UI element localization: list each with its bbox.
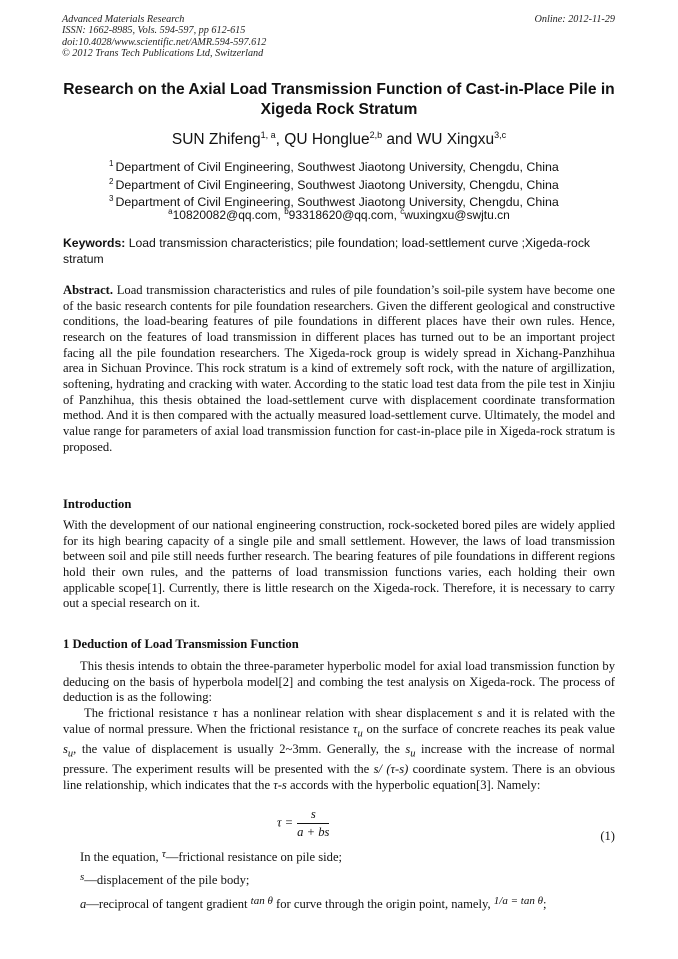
definition-s [80, 867, 620, 890]
equation-lhs: τ = [277, 815, 294, 830]
affiliation-2-num: 2 [109, 176, 114, 186]
variable-definitions [80, 844, 620, 914]
p2-tau-s: τ-s [273, 777, 287, 792]
abstract-text: Load transmission characteristics and rules of pile foundation’s soil-pile system have become one of the basic research contents for pile foundation researchers. Given the different geological and constructive conditions, the load-bearing features of pile foundations in different places have their own rules. Hence, research on the features of load transmission in different places has turned out to be an important project facing all the pile foundation researchers. The Xigeda-rock group is widely spread in Xichang-Panzhihua area in Sichuan Province. This rock stratum is a kind of extremely soft rock, with the nature of argillization, softening, hydrating and cracking with water. According to the static load test data from the pile test in Xinjiu of Panzhihua, this thesis obtained the load-settlement curve with displacement coordinate transformation method. And it is then compared with the actually measured load-settlement curve. Ultimately, the model and value range for parameters of axial load transmission function for cast-in-place pile in Xigeda-rock stratum is proposed. [63, 283, 615, 454]
affiliation-1-text: Department of Civil Engineering, Southwest Jiaotong University, Chengdu, China [115, 160, 559, 174]
p2-text-6: increase with the increase of normal pressure. The experiment results will be presented with the [63, 741, 615, 776]
section-1-heading: 1 Deduction of Load Transmission Function [63, 637, 299, 651]
definition-a-symbol: a [80, 896, 87, 911]
author-1-affil: 1, a [260, 130, 276, 140]
author-sep-2: and [382, 131, 417, 148]
online-date: Online: 2012-11-29 [534, 14, 615, 25]
definition-a-text: —reciprocal of tangent gradient [86, 896, 251, 911]
affiliation-3-text: Department of Civil Engineering, Southwest Jiaotong University, Chengdu, China [115, 195, 559, 210]
author-2-affil: 2,b [369, 130, 383, 140]
affiliations [109, 157, 559, 210]
p2-s: s [477, 706, 483, 720]
author-3-affil: 3,c [494, 130, 507, 140]
affiliation-2 [109, 175, 559, 193]
p2-s-u-2: s [405, 741, 411, 756]
email-c-mark: c [400, 207, 405, 216]
introduction-heading: Introduction [63, 497, 132, 511]
p2-tau-u: τ [352, 721, 358, 736]
definition-tau [80, 844, 620, 867]
author-2: QU Honglue [284, 131, 370, 148]
p2-text-2: has a nonlinear relation with shear displacement [217, 706, 478, 720]
p2-coordinate: s/ (τ-s) [373, 762, 409, 776]
p2-text-4: on the surface of concrete reaches its peak value [362, 721, 615, 736]
author-sep-1: , [275, 131, 285, 148]
issn-line: ISSN: 1662-8985, Vols. 594-597, pp 612-615 [62, 25, 246, 37]
email-b-mark: b [284, 207, 289, 216]
p2-text-8: accords with the hyperbolic equation[3]. Namely: [286, 777, 541, 792]
definition-tau-text: —frictional resistance on pile side; [165, 850, 343, 864]
definition-a-text-2: for curve through the origin point, namely, [272, 896, 494, 911]
copyright-line: © 2012 Trans Tech Publications Ltd, Switzerland [62, 48, 264, 60]
p2-sub-u-3: u [410, 748, 416, 760]
definition-end: ; [543, 896, 547, 911]
definition-a [80, 891, 620, 914]
p2-text-1: The frictional resistance [84, 706, 213, 720]
section-1-paragraph-2 [63, 706, 615, 793]
affiliation-1-num: 1 [109, 159, 114, 168]
definition-tan-theta: tan θ [250, 894, 273, 907]
equation-number: (1) [600, 829, 615, 843]
equation-fraction [297, 807, 329, 840]
abstract-label: Abstract. [63, 283, 114, 297]
email-a-mark: a [168, 207, 173, 216]
p2-tau: τ [212, 706, 218, 720]
author-line [0, 130, 678, 149]
doi-line: doi:10.4028/www.scientific.net/AMR.594-597.612 [62, 36, 267, 48]
journal-name: Advanced Materials Research [62, 14, 185, 25]
email-c: wuxingxu@swjtu.cn [404, 208, 510, 222]
author-1: SUN Zhifeng [171, 131, 261, 148]
p2-sub-u-2: u [67, 748, 74, 760]
keywords-label: Keywords: [63, 236, 126, 250]
abstract [63, 283, 615, 455]
p2-text-5: , the value of displacement is usually 2~3mm. Generally, the [73, 741, 406, 756]
p2-text-7: coordinate system. There is an obvious line relationship, which indicates that the [63, 762, 615, 792]
keywords-text: Load transmission characteristics; pile foundation; load-settlement curve ;Xigeda-rock stratum [63, 236, 591, 266]
definition-tau-symbol: τ [161, 848, 166, 860]
email-b: 93318620@qq.com, [288, 208, 401, 222]
definition-relation: 1/a = tan θ [493, 894, 543, 907]
equation-denominator: a + bs [297, 825, 330, 839]
definition-intro: In the equation, [80, 850, 162, 864]
p2-s-u: s [63, 741, 68, 756]
equation-1 [277, 807, 329, 840]
equation-numerator: s [297, 807, 329, 824]
introduction-text: With the development of our national engineering construction, rock-socketed bored piles are widely applied for its high bearing capacity of a single pile and small settlement. However, the laws of load transmission between soil and pile still needs further research. The bearing features of pile foundations in different regions hold their own rules, and the patterns of load transmission functions varies, each holding their own applicable scope[1]. Currently, there is little research on the Xigeda-rock. Therefore, it is necessary to carry out a special research on it. [63, 518, 615, 611]
journal-header [62, 14, 615, 60]
definition-s-text: —displacement of the pile body; [84, 873, 250, 888]
keywords [63, 236, 615, 267]
p2-sub-u-1: u [357, 728, 363, 740]
email-a: 10820082@qq.com, [172, 208, 285, 222]
affiliation-3-num: 3 [109, 194, 114, 204]
section-1-paragraph-1: This thesis intends to obtain the three-parameter hyperbolic model for axial load transmission function by deducing on the basis of hyperbola model[2] and combing the test analysis on Xigeda-rock. The process of deduction is as the following: [63, 659, 615, 705]
affiliation-2-text: Department of Civil Engineering, Southwest Jiaotong University, Chengdu, China [115, 177, 559, 192]
author-3: WU Xingxu [416, 131, 495, 148]
p2-text-3: and it is related with the value of normal pressure. When the frictional resistance [63, 706, 615, 736]
affiliation-1 [109, 157, 559, 175]
definition-s-symbol: s [80, 871, 85, 884]
email-line [0, 207, 678, 222]
paper-title: Research on the Axial Load Transmission Function of Cast-in-Place Pile in Xigeda Rock Stratum [63, 81, 615, 118]
